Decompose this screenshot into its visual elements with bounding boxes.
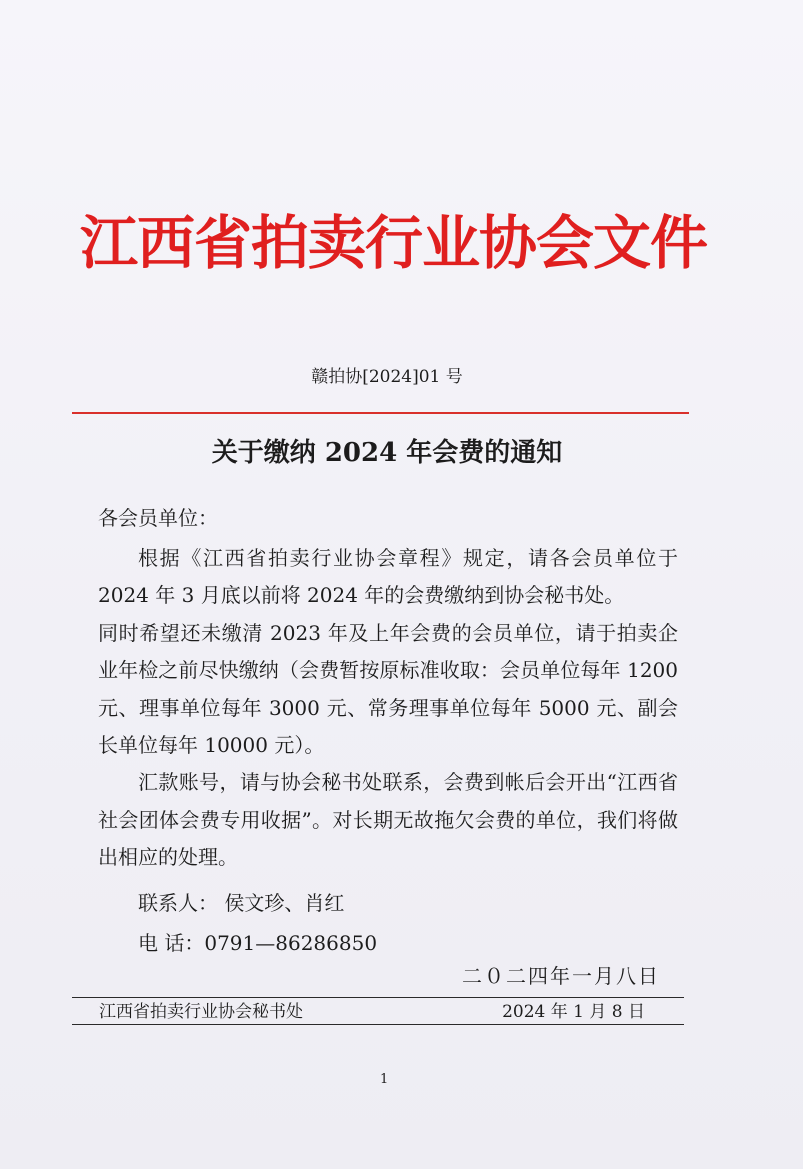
notice-title: 关于缴纳 2024 年会费的通知 xyxy=(211,438,563,468)
chinese-date: 二０二四年一月八日 xyxy=(462,964,660,988)
body-paragraph-3: 汇款账号，请与协会秘书处联系，会费到帐后会开出“江西省社会团体会费专用收据”。对长期无故拖欠会费的单位，我们将做出相应的处理。 xyxy=(98,770,678,870)
body-paragraph-2: 同时希望还未缴清 2023 年及上年会费的会员单位，请于拍卖企业年检之前尽快缴纳（会费暂按原标准收取：会员单位每年 1200 元、理事单位每年 3000 元、常务理事单位每年 5000 元、副会长单位每年 10000 元）。 xyxy=(98,620,678,758)
page-number: 1 xyxy=(380,1072,389,1087)
document-header-title: 江西省拍卖行业协会文件 xyxy=(80,209,708,277)
footer-issuer: 江西省拍卖行业协会秘书处 xyxy=(99,1002,303,1022)
salutation: 各会员单位： xyxy=(98,506,218,530)
body-paragraph-1: 根据《江西省拍卖行业协会章程》规定，请各会员单位于 2024 年 3 月底以前将 2024 年的会费缴纳到协会秘书处。 xyxy=(98,546,678,608)
red-divider xyxy=(72,412,689,414)
footer-date: 2024 年 1 月 8 日 xyxy=(502,1002,645,1022)
footer-bottom-rule xyxy=(72,1024,684,1025)
document-number: 赣拍协[2024]01 号 xyxy=(311,367,463,387)
notice-body xyxy=(98,540,678,877)
contact-people: 联系人： 侯文珍、肖红 xyxy=(138,891,345,915)
footer-top-rule xyxy=(72,997,684,998)
contact-phone: 电 话：0791—86286850 xyxy=(138,931,378,955)
